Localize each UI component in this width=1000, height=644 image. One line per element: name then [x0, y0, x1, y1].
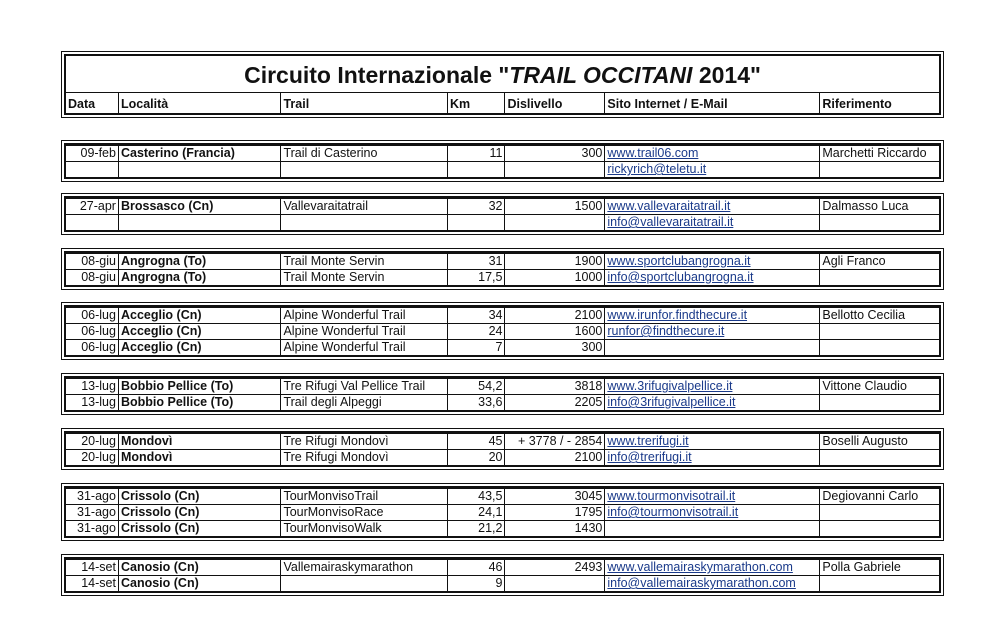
cell-sito[interactable]: www.vallevaraitatrail.it — [605, 199, 820, 215]
cell-date — [66, 215, 118, 231]
header-km: Km — [447, 93, 505, 113]
cell-km: 31 — [447, 254, 505, 270]
race-group — [64, 486, 941, 538]
cell-date: 31-ago — [66, 505, 118, 521]
table-row — [66, 340, 939, 356]
cell-riferimento — [820, 395, 939, 411]
table-row — [66, 505, 939, 521]
race-table — [66, 307, 939, 355]
cell-localita: Acceglio (Cn) — [118, 340, 280, 356]
cell-riferimento — [820, 324, 939, 340]
cell-trail: Trail Monte Servin — [281, 270, 448, 286]
cell-km: 11 — [447, 146, 505, 162]
cell-riferimento: Degiovanni Carlo — [820, 489, 939, 505]
cell-localita: Canosio (Cn) — [118, 560, 280, 576]
table-row — [66, 146, 939, 162]
cell-km: 54,2 — [447, 379, 505, 395]
race-group-frame — [64, 196, 941, 232]
cell-date: 20-lug — [66, 434, 118, 450]
cell-localita: Bobbio Pellice (To) — [118, 379, 280, 395]
header-dislivello: Dislivello — [505, 93, 605, 113]
table-row — [66, 254, 939, 270]
cell-date: 13-lug — [66, 379, 118, 395]
cell-riferimento: Vittone Claudio — [820, 379, 939, 395]
cell-riferimento: Marchetti Riccardo — [820, 146, 939, 162]
table-row — [66, 450, 939, 466]
cell-localita: Brossasco (Cn) — [118, 199, 280, 215]
cell-dislivello — [505, 576, 605, 592]
table-row — [66, 395, 939, 411]
table-row — [66, 489, 939, 505]
cell-trail: TourMonvisoWalk — [281, 521, 448, 537]
cell-sito[interactable]: www.irunfor.findthecure.it — [605, 308, 820, 324]
cell-riferimento — [820, 215, 939, 231]
race-group — [64, 305, 941, 357]
title-block — [64, 54, 941, 115]
cell-localita: Angrogna (To) — [118, 254, 280, 270]
cell-dislivello: 3045 — [505, 489, 605, 505]
cell-sito[interactable]: rickyrich@teletu.it — [605, 162, 820, 178]
race-group-frame — [64, 557, 941, 593]
cell-date: 27-apr — [66, 199, 118, 215]
cell-trail: Tre Rifugi Mondovì — [281, 450, 448, 466]
cell-trail: TourMonvisoTrail — [281, 489, 448, 505]
cell-trail: Alpine Wonderful Trail — [281, 308, 448, 324]
cell-sito[interactable]: info@sportclubangrogna.it — [605, 270, 820, 286]
cell-localita: Crissolo (Cn) — [118, 521, 280, 537]
table-row — [66, 521, 939, 537]
header-row — [66, 93, 939, 113]
cell-localita: Canosio (Cn) — [118, 576, 280, 592]
race-table — [66, 559, 939, 591]
cell-trail: Alpine Wonderful Trail — [281, 340, 448, 356]
cell-dislivello: 1600 — [505, 324, 605, 340]
cell-localita: Acceglio (Cn) — [118, 308, 280, 324]
table-row — [66, 215, 939, 231]
race-table — [66, 488, 939, 536]
cell-sito[interactable]: www.vallemairaskymarathon.com — [605, 560, 820, 576]
cell-sito[interactable]: runfor@findthecure.it — [605, 324, 820, 340]
cell-km: 9 — [447, 576, 505, 592]
cell-riferimento — [820, 576, 939, 592]
cell-dislivello: 300 — [505, 146, 605, 162]
race-group-frame — [64, 143, 941, 179]
race-group-frame — [64, 431, 941, 467]
cell-sito[interactable]: www.sportclubangrogna.it — [605, 254, 820, 270]
table-row — [66, 576, 939, 592]
header-riferimento: Riferimento — [820, 93, 939, 113]
table-row — [66, 379, 939, 395]
cell-dislivello: 1500 — [505, 199, 605, 215]
cell-sito — [605, 340, 820, 356]
cell-trail: Tre Rifugi Val Pellice Trail — [281, 379, 448, 395]
cell-date: 06-lug — [66, 308, 118, 324]
cell-km: 20 — [447, 450, 505, 466]
cell-localita: Angrogna (To) — [118, 270, 280, 286]
cell-trail: Tre Rifugi Mondovì — [281, 434, 448, 450]
race-group — [64, 431, 941, 467]
cell-trail: TourMonvisoRace — [281, 505, 448, 521]
table-row — [66, 324, 939, 340]
race-group-frame — [64, 376, 941, 412]
cell-trail: Trail di Casterino — [281, 146, 448, 162]
cell-km: 17,5 — [447, 270, 505, 286]
cell-km: 43,5 — [447, 489, 505, 505]
cell-localita: Bobbio Pellice (To) — [118, 395, 280, 411]
cell-sito[interactable]: www.3rifugivalpellice.it — [605, 379, 820, 395]
cell-trail — [281, 215, 448, 231]
cell-sito[interactable]: info@vallemairaskymarathon.com — [605, 576, 820, 592]
cell-date: 08-giu — [66, 270, 118, 286]
race-group — [64, 143, 941, 179]
cell-date: 31-ago — [66, 489, 118, 505]
cell-dislivello: 2493 — [505, 560, 605, 576]
document-sheet — [62, 54, 943, 115]
cell-trail: Alpine Wonderful Trail — [281, 324, 448, 340]
cell-riferimento: Bellotto Cecilia — [820, 308, 939, 324]
cell-date: 31-ago — [66, 521, 118, 537]
cell-date: 06-lug — [66, 340, 118, 356]
header-data: Data — [66, 93, 118, 113]
cell-dislivello: 300 — [505, 340, 605, 356]
cell-km: 24 — [447, 324, 505, 340]
race-group — [64, 557, 941, 593]
cell-localita — [118, 215, 280, 231]
cell-riferimento — [820, 505, 939, 521]
cell-sito[interactable]: www.trail06.com — [605, 146, 820, 162]
race-table — [66, 198, 939, 230]
cell-trail: Trail degli Alpeggi — [281, 395, 448, 411]
cell-km: 21,2 — [447, 521, 505, 537]
cell-riferimento: Polla Gabriele — [820, 560, 939, 576]
cell-dislivello: 1430 — [505, 521, 605, 537]
cell-dislivello: 2100 — [505, 450, 605, 466]
cell-riferimento: Dalmasso Luca — [820, 199, 939, 215]
cell-date: 20-lug — [66, 450, 118, 466]
cell-date: 09-feb — [66, 146, 118, 162]
cell-localita: Crissolo (Cn) — [118, 489, 280, 505]
race-group-frame — [64, 486, 941, 538]
cell-trail — [281, 576, 448, 592]
cell-localita: Mondovì — [118, 450, 280, 466]
cell-localita: Crissolo (Cn) — [118, 505, 280, 521]
cell-riferimento — [820, 450, 939, 466]
cell-riferimento: Boselli Augusto — [820, 434, 939, 450]
cell-km: 7 — [447, 340, 505, 356]
cell-sito[interactable]: info@tourmonvisotrail.it — [605, 505, 820, 521]
cell-km: 34 — [447, 308, 505, 324]
cell-dislivello: + 3778 / - 2854 — [505, 434, 605, 450]
table-row — [66, 308, 939, 324]
race-group — [64, 376, 941, 412]
cell-sito[interactable]: www.tourmonvisotrail.it — [605, 489, 820, 505]
cell-riferimento — [820, 270, 939, 286]
cell-dislivello: 1000 — [505, 270, 605, 286]
cell-km: 32 — [447, 199, 505, 215]
cell-sito[interactable]: info@vallevaraitatrail.it — [605, 215, 820, 231]
race-table — [66, 253, 939, 285]
cell-date: 13-lug — [66, 395, 118, 411]
race-group-frame — [64, 251, 941, 287]
cell-localita: Acceglio (Cn) — [118, 324, 280, 340]
table-row — [66, 270, 939, 286]
header-sito: Sito Internet / E-Mail — [605, 93, 820, 113]
cell-trail — [281, 162, 448, 178]
cell-riferimento: Agli Franco — [820, 254, 939, 270]
cell-km: 33,6 — [447, 395, 505, 411]
cell-dislivello: 2205 — [505, 395, 605, 411]
cell-localita: Casterino (Francia) — [118, 146, 280, 162]
race-table — [66, 378, 939, 410]
cell-km: 24,1 — [447, 505, 505, 521]
table-row — [66, 162, 939, 178]
cell-date: 14-set — [66, 560, 118, 576]
cell-localita — [118, 162, 280, 178]
table-row — [66, 199, 939, 215]
cell-trail: Trail Monte Servin — [281, 254, 448, 270]
cell-dislivello — [505, 215, 605, 231]
race-table — [66, 433, 939, 465]
cell-sito[interactable]: info@3rifugivalpellice.it — [605, 395, 820, 411]
cell-date — [66, 162, 118, 178]
cell-date: 06-lug — [66, 324, 118, 340]
cell-dislivello — [505, 162, 605, 178]
cell-date: 14-set — [66, 576, 118, 592]
page-title: Circuito Internazionale "TRAIL OCCITANI 2014" — [66, 56, 939, 93]
race-group — [64, 196, 941, 232]
cell-dislivello: 1900 — [505, 254, 605, 270]
cell-km — [447, 162, 505, 178]
table-row — [66, 434, 939, 450]
cell-riferimento — [820, 162, 939, 178]
cell-trail: Vallevaraitatrail — [281, 199, 448, 215]
cell-sito — [605, 521, 820, 537]
cell-dislivello: 3818 — [505, 379, 605, 395]
cell-trail: Vallemairaskymarathon — [281, 560, 448, 576]
cell-dislivello: 1795 — [505, 505, 605, 521]
cell-dislivello: 2100 — [505, 308, 605, 324]
cell-localita: Mondovì — [118, 434, 280, 450]
cell-km: 46 — [447, 560, 505, 576]
cell-km — [447, 215, 505, 231]
cell-sito[interactable]: www.trerifugi.it — [605, 434, 820, 450]
cell-date: 08-giu — [66, 254, 118, 270]
cell-sito[interactable]: info@trerifugi.it — [605, 450, 820, 466]
table-row — [66, 560, 939, 576]
cell-km: 45 — [447, 434, 505, 450]
header-trail: Trail — [281, 93, 448, 113]
cell-riferimento — [820, 521, 939, 537]
race-group — [64, 251, 941, 287]
header-localita: Località — [118, 93, 280, 113]
cell-riferimento — [820, 340, 939, 356]
race-table — [66, 145, 939, 177]
race-group-frame — [64, 305, 941, 357]
